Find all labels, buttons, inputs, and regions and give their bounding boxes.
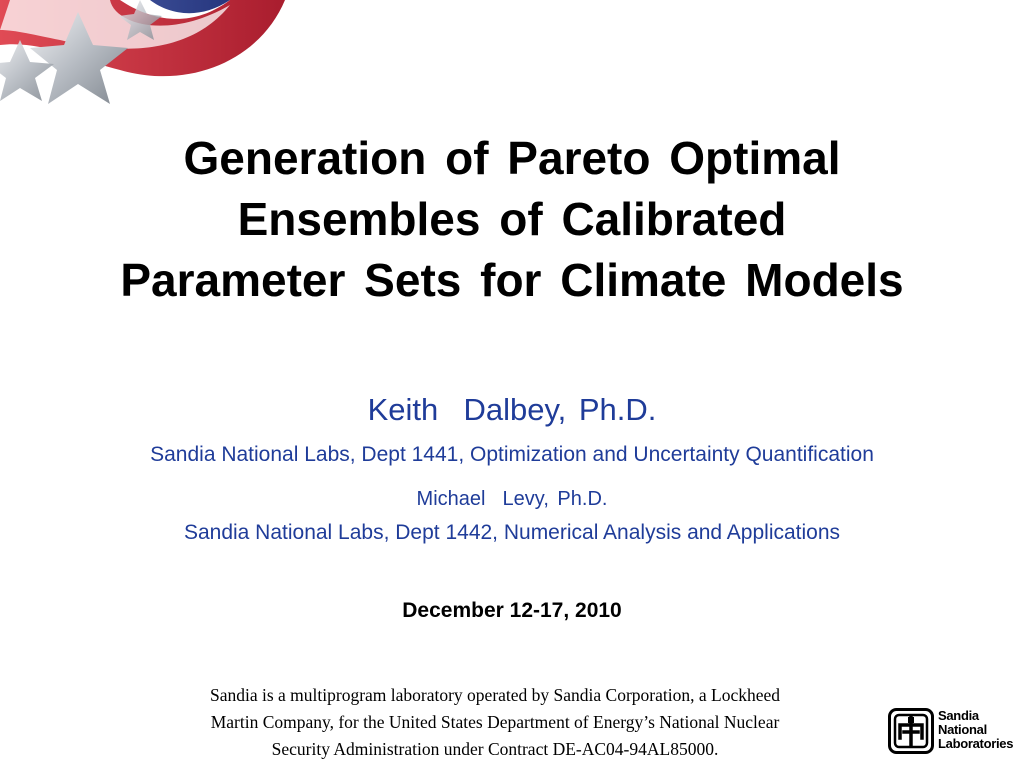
logo-line-3: Laboratories	[938, 736, 1014, 751]
author-1-affiliation: Sandia National Labs, Dept 1441, Optimization and Uncertainty Quantification	[150, 443, 874, 466]
logo-text	[938, 709, 1013, 751]
title-line-3: Parameter Sets for Climate Models	[120, 254, 904, 306]
disclaimer-line-1: Sandia is a multiprogram laboratory operated by Sandia Corporation, a Lockheed	[209, 685, 781, 705]
sandia-thunderbird-icon	[888, 708, 934, 754]
disclaimer-line-2: Martin Company, for the United States Department of Energy’s National Nuclear	[210, 712, 780, 732]
author-1-name: Keith Dalbey, Ph.D.	[367, 392, 657, 427]
sandia-disclaimer	[100, 682, 890, 763]
flag-swoosh-stars-icon	[0, 0, 300, 140]
logo-line-2: National	[938, 722, 987, 737]
sandia-logo	[888, 706, 1016, 758]
title-line-2: Ensembles of Calibrated	[237, 193, 787, 245]
presentation-date: December 12-17, 2010	[402, 599, 622, 622]
disclaimer-line-3: Security Administration under Contract DE-AC04-94AL85000.	[271, 739, 719, 759]
slide-title	[0, 128, 1024, 311]
author-2-affiliation: Sandia National Labs, Dept 1442, Numerical Analysis and Applications	[183, 521, 841, 544]
logo-line-1: Sandia	[938, 708, 979, 723]
author-2-name: Michael Levy, Ph.D.	[416, 488, 608, 510]
title-line-1: Generation of Pareto Optimal	[183, 132, 841, 184]
